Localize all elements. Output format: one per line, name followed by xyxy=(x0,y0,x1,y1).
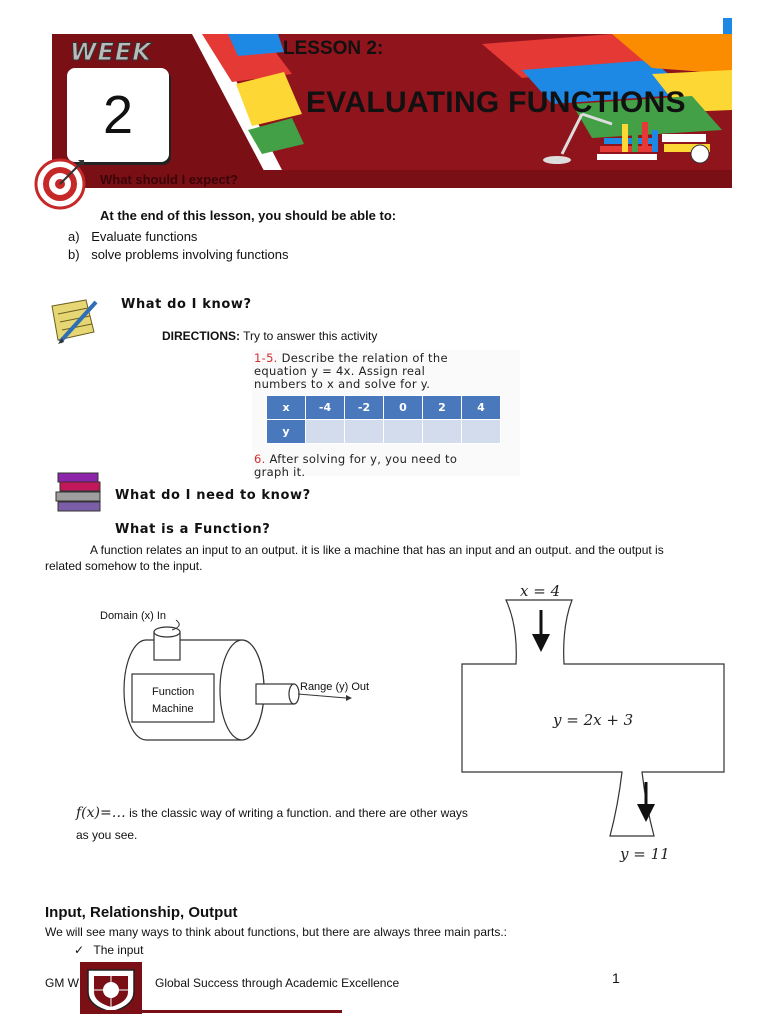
activity-line: graph it. xyxy=(254,465,306,479)
objective-marker: b) xyxy=(68,247,80,262)
irp-item-text: The input xyxy=(93,943,144,957)
range-label: Range (y) Out xyxy=(300,681,370,693)
target-icon xyxy=(34,158,86,210)
lesson-title: EVALUATING FUNCTIONS xyxy=(306,86,686,119)
directions xyxy=(162,329,377,343)
irp-list-item xyxy=(74,943,143,957)
need-heading: What do I need to know? xyxy=(115,488,311,503)
objective-item xyxy=(68,229,197,244)
notation-line xyxy=(76,805,468,821)
activity-table xyxy=(266,395,501,444)
activity-item-range: 1-5. xyxy=(254,351,278,365)
irp-heading: Input, Relationship, Output xyxy=(45,904,238,921)
blue-tab-mark xyxy=(723,18,732,34)
activity-item-six: 6. xyxy=(254,452,266,466)
books-stack-icon xyxy=(52,470,104,514)
objective-text: solve problems involving functions xyxy=(91,247,289,262)
activity-line: equation y = 4x. Assign real xyxy=(254,364,426,378)
function-subheading: What is a Function? xyxy=(115,522,271,537)
page-number: 1 xyxy=(612,970,620,986)
funnel-input: x = 4 xyxy=(520,582,561,600)
table-cell: 2 xyxy=(423,396,462,420)
function-machine-diagram xyxy=(96,606,396,746)
expect-label: What should I expect? xyxy=(100,172,238,187)
notebook-pencil-icon xyxy=(48,296,100,344)
table-cell: 4 xyxy=(462,396,501,420)
table-cell xyxy=(462,420,501,444)
table-cell: y xyxy=(267,420,306,444)
table-cell: x xyxy=(267,396,306,420)
table-header-row xyxy=(267,396,501,420)
week-number-card xyxy=(67,68,169,162)
directions-label: DIRECTIONS: xyxy=(162,329,240,343)
irp-intro: We will see many ways to think about functions, but there are always three main parts.: xyxy=(45,925,507,939)
know-heading: What do I know? xyxy=(121,297,252,312)
table-cell xyxy=(345,420,384,444)
check-icon: ✓ xyxy=(74,943,85,957)
footer-left-text: GM W xyxy=(45,976,79,990)
activity-text: After solving for y, you need to xyxy=(269,452,458,466)
footer-rule xyxy=(80,1010,342,1013)
table-cell xyxy=(423,420,462,444)
funnel-rule: y = 2x + 3 xyxy=(553,711,634,729)
activity-line xyxy=(254,452,457,466)
function-paragraph-line: A function relates an input to an output. it is like a machine that has an input and an output. and the output is xyxy=(90,543,664,557)
table-cell: -4 xyxy=(306,396,345,420)
table-row xyxy=(267,420,501,444)
activity-text: Describe the relation of the xyxy=(281,351,448,365)
table-cell xyxy=(306,420,345,444)
domain-label: Domain (x) In xyxy=(100,610,167,622)
function-paragraph-line: related somehow to the input. xyxy=(45,559,203,573)
activity-line: numbers to x and solve for y. xyxy=(254,377,431,391)
week-number: 2 xyxy=(102,85,134,145)
footer-motto: Global Success through Academic Excellence xyxy=(155,976,400,990)
objective-item xyxy=(68,247,288,262)
table-cell: 0 xyxy=(384,396,423,420)
objective-text: Evaluate functions xyxy=(91,229,198,244)
funnel-output: y = 11 xyxy=(620,845,670,863)
week-label: WEEK xyxy=(70,38,152,66)
notation-line: as you see. xyxy=(76,828,138,842)
school-seal-icon xyxy=(80,962,142,1014)
lesson-number: LESSON 2: xyxy=(283,38,384,59)
function-machine-label: Machine xyxy=(152,703,194,715)
notation-symbol: f(x)=… xyxy=(76,805,126,821)
objective-marker: a) xyxy=(68,229,80,244)
function-machine-label: Function xyxy=(152,686,195,698)
notation-text: is the classic way of writing a function. and there are other ways xyxy=(129,806,468,820)
table-cell xyxy=(384,420,423,444)
table-cell: -2 xyxy=(345,396,384,420)
activity-line xyxy=(254,351,448,365)
directions-text: Try to answer this activity xyxy=(243,329,378,343)
objectives-heading: At the end of this lesson, you should be able to: xyxy=(100,208,397,223)
